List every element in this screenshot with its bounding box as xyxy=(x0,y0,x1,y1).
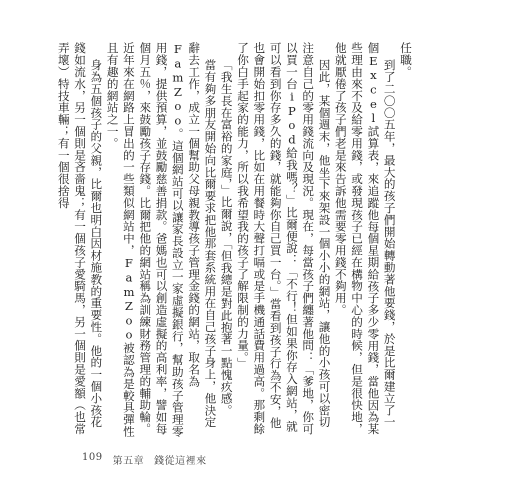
paragraph: 任職。 xyxy=(399,42,413,78)
paragraph: 到了二〇〇五年，最大的孩子們開始轉動著他要錢，於是比爾建立了一個Excel試算表，來追蹤他每個星期給孩子多少零用錢，當他因為某些理由來不及給零用錢，或發現孩子已經在構物中心的時候，但是很快地，他就厭倦了孩子們老是來告訴他需要零用錢不夠用。 xyxy=(333,42,397,435)
chapter-title: 錢從這裡來 xyxy=(154,456,207,467)
page-number: 109 xyxy=(82,452,103,463)
paragraph: 身為五個孩子的父親，比爾也明白因材施教的重要性。他的一個小孩花錢如流水，另一個則是吝嗇鬼；有一個孩子愛騎馬，另一個則是愛額（也常弄壞）特技車輛；有一個很捨得 xyxy=(56,42,104,435)
vertical-text-body xyxy=(56,42,414,440)
paragraph: 當有夠多朋友開始向比爾要求把他那套系統用在自己孩子身上，他決定辭去工作，成立一個幫助父母親教導孩子管理金錢的網站，取名為FamZoo。這個網站可以讓家長設立一家虛擬銀行，幫助孩子管理零用錢，提供預算，並鼓勵慈善捐款。爸媽也可以創造虛擬的高利率，譬如每個月五％，來鼓勵孩子存錢。比爾把他的網站稱為訓練財務管理的輔助輪。近年來在網路上冒出的一些類似網站中，FamZoo被認為是較具彈性且有趣的網站之一。 xyxy=(105,42,218,438)
paragraph: 「我生長在富裕的家庭，」比爾說，「但我總是對此抱著一點愧疚感。 xyxy=(219,59,234,417)
paragraph: 因此，某個週末，他坐下來架設一個小小的網站，讓他的小孩可以密切注意自己的零用錢流向及現況。現在，每當孩子們纏著他問：「爹地，你可以買一台iPod給我嗎？」比爾便說：「不行！但如果你存入網站，就可以看到你存多久的錢，就能夠你自己買一台。」當看到孩子行為不安，他也會開始扣零用錢，比如在用餐時大聲打嗝或是手機通話費用過高。那剩餘了你白手起家的能力，所以我希望我的孩子了解限制的力量。」 xyxy=(236,42,332,435)
page-footer xyxy=(82,452,207,467)
chapter-label: 第五章 xyxy=(112,456,145,467)
